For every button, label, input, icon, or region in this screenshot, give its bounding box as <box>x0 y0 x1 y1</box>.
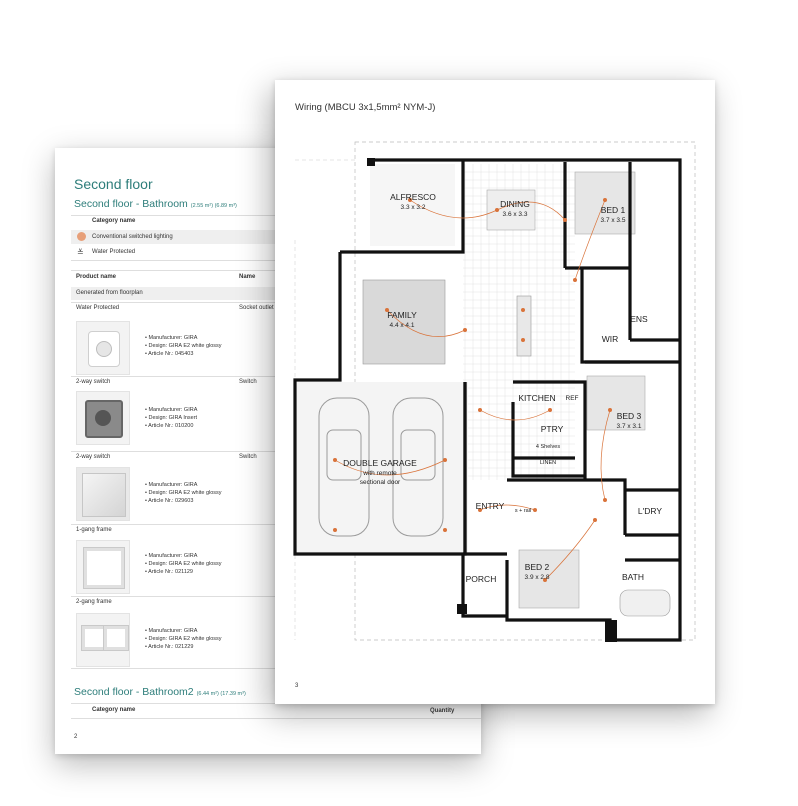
name-header: Name <box>239 274 256 280</box>
bed-3-icon <box>587 376 645 430</box>
section-title: Second floor <box>74 176 153 192</box>
category-header: Category name <box>92 707 136 713</box>
bathtub-icon <box>620 590 670 616</box>
room-label: DINING <box>500 199 530 209</box>
room-label: BED 3 <box>616 411 642 421</box>
room-label: ENTRY <box>475 501 505 511</box>
product-details: • Manufacturer: GIRA • Design: GIRA E2 white glossy • Article Nr.: 021129 <box>145 552 222 576</box>
product-group: 2-way switch <box>76 454 111 460</box>
product-name: Socket outlet <box>239 305 274 311</box>
dining-table-icon <box>487 190 535 230</box>
room-label: 4 Shelves <box>535 444 561 450</box>
product-header: Product name <box>76 274 117 280</box>
wiring-plan-page <box>275 80 715 714</box>
product-group: 2-way switch <box>76 379 111 385</box>
room-title: Second floor - Bathroom (2.55 m²) (6.89 m³) <box>74 198 237 210</box>
page-number: 3 <box>295 683 299 689</box>
room-label: sectional door <box>359 479 401 486</box>
kitchen-island-icon <box>517 296 531 356</box>
room-label: ENS <box>630 314 648 324</box>
room-label: KITCHEN <box>518 393 556 403</box>
room-dim: 3.3 x 3.2 <box>400 204 426 211</box>
room-label: DOUBLE GARAGE <box>343 458 417 468</box>
product-details: • Manufacturer: GIRA • Design: GIRA E2 white glossy • Article Nr.: 029603 <box>145 481 222 505</box>
room-label: BATH <box>621 572 645 582</box>
room-dim: 3.6 x 3.3 <box>502 211 528 218</box>
product-name: Switch <box>239 454 257 460</box>
quantity-header: Quantity <box>430 708 455 714</box>
room-area: (2.55 m²) (6.89 m³) <box>190 203 237 209</box>
generated-label: Generated from floorplan <box>76 290 143 296</box>
room-label: PORCH <box>465 574 497 584</box>
room-label: REF <box>565 395 579 402</box>
product-group: 1-gang frame <box>76 527 112 533</box>
room-title: Second floor - Bathroom2 (6.44 m²) (17.39 m³) <box>74 686 246 698</box>
room-label: with remote <box>363 470 397 477</box>
bed-1-icon <box>575 172 635 234</box>
room-dim: 3.7 x 3.5 <box>600 217 626 224</box>
switch-insert-image <box>76 391 130 445</box>
water-icon: ≚ <box>77 248 84 257</box>
room-label: WIR <box>601 334 619 344</box>
room-dim: 3.9 x 2.8 <box>524 574 550 581</box>
room-dim: 3.7 x 3.1 <box>616 423 642 430</box>
page-title: Wiring (MBCU 3x1,5mm² NYM-J) <box>295 102 436 113</box>
product-name: Switch <box>239 379 257 385</box>
page-number: 2 <box>74 734 78 740</box>
room-label: PTRY <box>540 424 564 434</box>
product-details: • Manufacturer: GIRA • Design: GIRA E2 white glossy • Article Nr.: 021229 <box>145 627 222 651</box>
product-group: Water Protected <box>76 305 120 311</box>
two-gang-frame-image <box>76 613 130 667</box>
room-area: (6.44 m²) (17.39 m³) <box>196 691 246 697</box>
room-label: L'DRY <box>637 506 663 516</box>
lighting-icon <box>77 232 86 241</box>
product-details: • Manufacturer: GIRA • Design: GIRA E2 white glossy • Article Nr.: 045403 <box>145 334 222 358</box>
socket-outlet-image <box>76 321 130 375</box>
product-details: • Manufacturer: GIRA • Design: GIRA Insert • Article Nr.: 010200 <box>145 406 197 430</box>
product-group: 2-gang frame <box>76 599 112 605</box>
switch-cover-image <box>76 467 130 521</box>
room-label: BED 1 <box>600 205 626 215</box>
category-name: Water Protected <box>92 249 136 255</box>
floorplan <box>275 80 715 704</box>
one-gang-frame-image <box>76 540 130 594</box>
category-name: Conventional switched lighting <box>92 234 173 240</box>
room-dim: 4.4 x 4.1 <box>389 322 415 329</box>
room-label: ALFRESCO <box>390 192 436 202</box>
category-header: Category name <box>92 218 136 224</box>
divider <box>71 718 481 719</box>
room-label: FAMILY <box>387 310 417 320</box>
room-label: s + rail <box>514 508 532 514</box>
room-label: LINEN <box>539 460 557 466</box>
room-label: BED 2 <box>524 562 550 572</box>
